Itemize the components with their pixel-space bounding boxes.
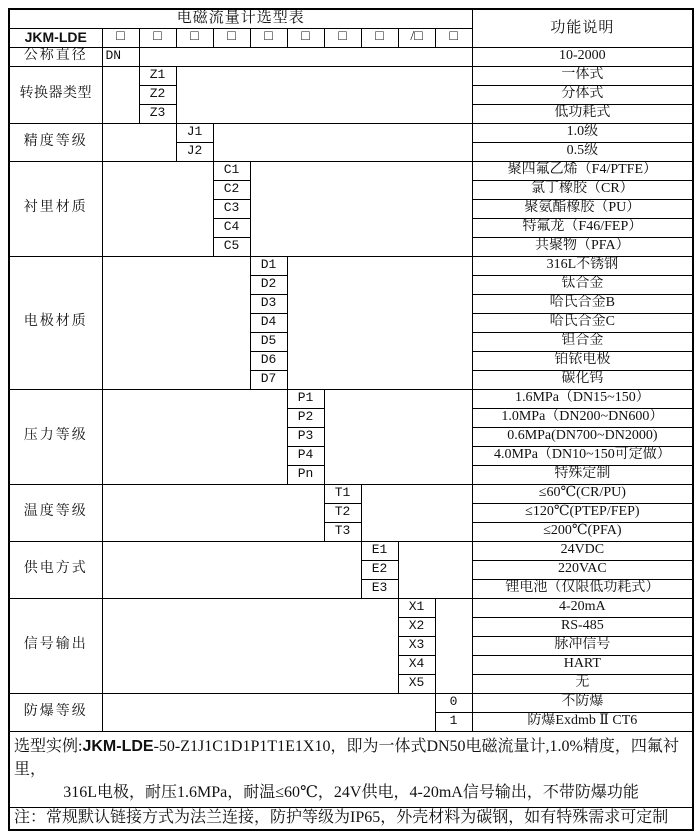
code-cell: Pn	[287, 465, 324, 484]
spacer-cell	[102, 389, 287, 484]
desc-cell: 10-2000	[472, 47, 693, 66]
category-temperature-rating: 温度等级	[9, 484, 102, 541]
code-cell: Z3	[139, 104, 176, 123]
desc-cell: 钛合金	[472, 275, 693, 294]
model-prefix: JKM-LDE	[9, 28, 102, 47]
code-cell: T2	[324, 503, 361, 522]
desc-cell: 铂铱电极	[472, 351, 693, 370]
code-cell: P1	[287, 389, 324, 408]
desc-cell: 24VDC	[472, 541, 693, 560]
desc-cell: RS-485	[472, 617, 693, 636]
category-liner-material: 衬里材质	[9, 161, 102, 256]
code-cell: D3	[250, 294, 287, 313]
spacer-cell	[102, 693, 435, 731]
category-nominal-diameter: 公称直径	[9, 47, 102, 66]
model-code-box: /□	[398, 28, 435, 47]
desc-cell: 锂电池（仅限低功耗式）	[472, 579, 693, 598]
desc-cell: 0.6MPa(DN700~DN2000)	[472, 427, 693, 446]
code-cell: X4	[398, 655, 435, 674]
example-label: 选型实例:	[14, 737, 83, 755]
code-cell: D6	[250, 351, 287, 370]
category-converter-type: 转换器类型	[9, 66, 102, 123]
footnote: 注：常规默认链接方式为法兰连接，防护等级为IP65，外壳材料为碳钢，如有特殊需求可定制	[9, 808, 693, 830]
desc-cell: 特殊定制	[472, 465, 693, 484]
category-accuracy: 精度等级	[9, 123, 102, 161]
code-cell: E1	[361, 541, 398, 560]
category-explosion-proof: 防爆等级	[9, 693, 102, 731]
desc-cell: 防爆Exdmb Ⅱ CT6	[472, 712, 693, 731]
spacer-cell	[102, 484, 324, 541]
spacer-cell	[287, 256, 472, 389]
desc-cell: 共聚物（PFA）	[472, 237, 693, 256]
code-cell: P3	[287, 427, 324, 446]
spacer-cell	[250, 161, 472, 256]
spacer-cell	[398, 541, 472, 598]
desc-cell: 316L不锈钢	[472, 256, 693, 275]
desc-cell: 0.5级	[472, 142, 693, 161]
model-code-box: □	[250, 28, 287, 47]
desc-cell: ≤200℃(PFA)	[472, 522, 693, 541]
code-cell: C4	[213, 218, 250, 237]
table-title: 电磁流量计选型表	[9, 9, 472, 28]
desc-cell: 哈氏合金C	[472, 313, 693, 332]
code-cell: P4	[287, 446, 324, 465]
desc-cell: 分体式	[472, 85, 693, 104]
code-cell: Z1	[139, 66, 176, 85]
desc-cell: 无	[472, 674, 693, 693]
desc-cell: 1.6MPa（DN15~150）	[472, 389, 693, 408]
model-code-box: □	[435, 28, 472, 47]
desc-cell: 聚四氟乙烯（F4/PTFE）	[472, 161, 693, 180]
selection-example-line2: 316L电极，耐压1.6MPa，耐温≤60℃，24V供电，4-20mA信号输出，不带防爆功能	[63, 783, 639, 801]
code-cell: E3	[361, 579, 398, 598]
spacer-cell	[102, 123, 176, 161]
desc-cell: 哈氏合金B	[472, 294, 693, 313]
code-cell: D1	[250, 256, 287, 275]
desc-cell: 低功耗式	[472, 104, 693, 123]
desc-cell: 一体式	[472, 66, 693, 85]
code-cell: D4	[250, 313, 287, 332]
desc-cell: HART	[472, 655, 693, 674]
spacer-cell	[139, 47, 472, 66]
code-cell: T1	[324, 484, 361, 503]
code-cell: 1	[435, 712, 472, 731]
desc-cell: 氯丁橡胶（CR）	[472, 180, 693, 199]
desc-cell: 4.0MPa（DN10~150可定做）	[472, 446, 693, 465]
model-code-box: □	[102, 28, 139, 47]
spacer-cell	[361, 484, 472, 541]
code-cell: C5	[213, 237, 250, 256]
code-cell: D2	[250, 275, 287, 294]
spacer-cell	[102, 541, 361, 598]
code-cell: Z2	[139, 85, 176, 104]
spacer-cell	[176, 66, 472, 123]
desc-cell: 1.0MPa（DN200~DN600）	[472, 408, 693, 427]
category-pressure-rating: 压力等级	[9, 389, 102, 484]
spacer-cell	[102, 256, 250, 389]
code-cell: C1	[213, 161, 250, 180]
desc-cell: ≤120℃(PTEP/FEP)	[472, 503, 693, 522]
example-line1-rest: -50-Z1J1C1D1P1T1E1X10，即为一体式DN50电磁流量计,1.0%精度，四氟衬里，	[14, 737, 679, 778]
spacer-cell	[102, 161, 213, 256]
model-code-box: □	[361, 28, 398, 47]
desc-cell: 脉冲信号	[472, 636, 693, 655]
selection-example	[9, 731, 693, 808]
desc-cell: 不防爆	[472, 693, 693, 712]
code-cell: DN	[102, 47, 139, 66]
code-cell: C3	[213, 199, 250, 218]
code-cell: J1	[176, 123, 213, 142]
spacer-cell	[324, 389, 472, 484]
code-cell: C2	[213, 180, 250, 199]
desc-cell: 4-20mA	[472, 598, 693, 617]
spacer-cell	[435, 598, 472, 693]
selection-example-line1	[14, 735, 688, 781]
desc-cell: 1.0级	[472, 123, 693, 142]
spacer-cell	[213, 123, 472, 161]
model-code-box: □	[176, 28, 213, 47]
code-cell: T3	[324, 522, 361, 541]
desc-cell: 特氟龙（F46/FEP）	[472, 218, 693, 237]
code-cell: J2	[176, 142, 213, 161]
code-cell: X5	[398, 674, 435, 693]
code-cell: 0	[435, 693, 472, 712]
code-cell: X1	[398, 598, 435, 617]
desc-cell: 碳化钨	[472, 370, 693, 389]
category-signal-output: 信号输出	[9, 598, 102, 693]
desc-cell: 220VAC	[472, 560, 693, 579]
code-cell: E2	[361, 560, 398, 579]
code-cell: D7	[250, 370, 287, 389]
code-cell: X3	[398, 636, 435, 655]
example-model-bold: JKM-LDE	[82, 737, 154, 755]
desc-cell: 聚氨酯橡胶（PU）	[472, 199, 693, 218]
function-column-header: 功能说明	[472, 9, 693, 47]
code-cell: P2	[287, 408, 324, 427]
spacer-cell	[102, 66, 139, 123]
model-code-box: □	[139, 28, 176, 47]
model-code-box: □	[213, 28, 250, 47]
category-power-supply: 供电方式	[9, 541, 102, 598]
model-code-box: □	[324, 28, 361, 47]
desc-cell: 钽合金	[472, 332, 693, 351]
spacer-cell	[102, 598, 398, 693]
code-cell: X2	[398, 617, 435, 636]
selection-table	[8, 8, 694, 831]
code-cell: D5	[250, 332, 287, 351]
desc-cell: ≤60℃(CR/PU)	[472, 484, 693, 503]
category-electrode-material: 电极材质	[9, 256, 102, 389]
model-code-box: □	[287, 28, 324, 47]
